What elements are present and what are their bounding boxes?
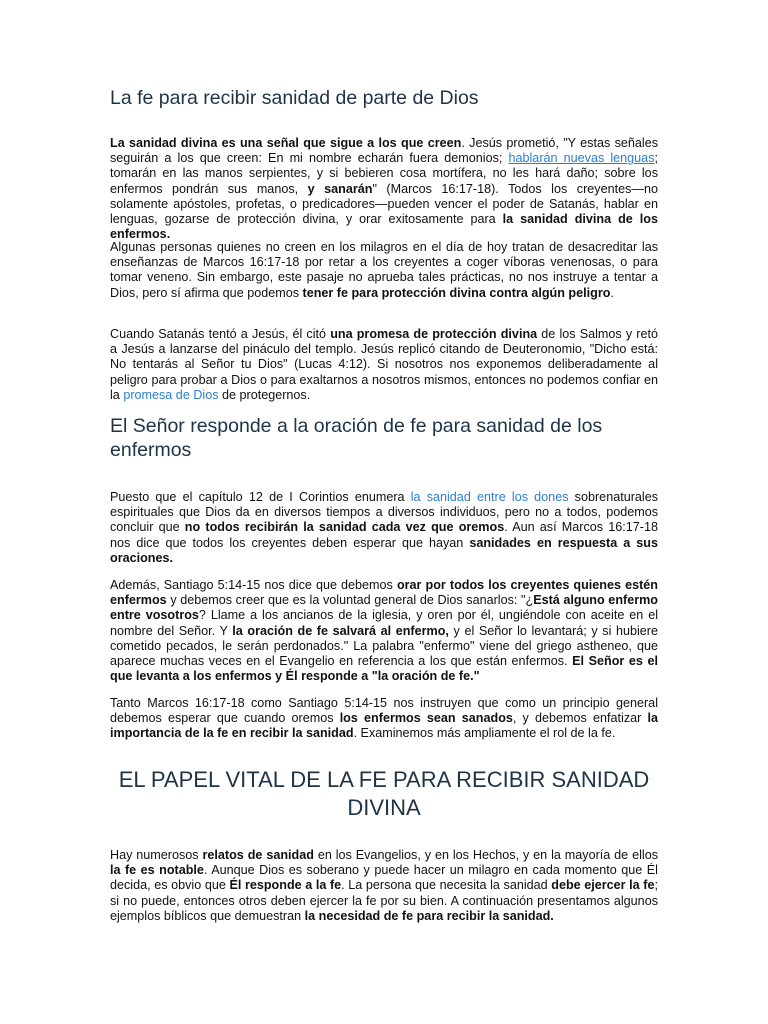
bold-text: la sanidad divina de los enfermos. (110, 212, 658, 242)
text: . Examinemos más ampliamente el rol de la fe. (353, 726, 616, 741)
heading-senor-responde: El Señor responde a la oración de fe para sanidad de los enfermos (110, 415, 603, 461)
bold-text: Él responde a la fe (229, 878, 342, 893)
bold-text: y sanarán (298, 181, 373, 196)
text: . Aun así Marcos 16:17-18 nos dice que todos los creyentes deben esperar que hayan (110, 520, 658, 550)
bold-text: la importancia de la fe en recibir la sanidad (110, 711, 658, 741)
paragraph-satanas-tento (110, 327, 658, 403)
bold-text: relatos de sanidad (202, 848, 314, 862)
text: de los Salmos y retó a Jesús a lanzarse del pináculo del templo. Jesús replicó citando de Deuteronomio, "Dicho está: No tentarás al Señor tu Dios" (Lucas 4:12). Si nosotros nos exponemos deliberadamente al peligro para probar a Dios o para exaltarnos a nosotros mismos, entonces no podemos confiar en la (110, 327, 658, 402)
text: , y debemos enfatizar (512, 711, 648, 726)
text: y debemos creer que es la voluntad general de Dios sanarlos: "¿ (166, 593, 534, 608)
text: Cuando Satanás tentó a Jesús, él citó (110, 327, 331, 341)
paragraph-tanto-marcos (110, 696, 658, 742)
bold-text: la necesidad de fe para recibir la sanidad. (304, 908, 554, 923)
text: . Jesús prometió, "Y estas señales seguirán a los que creen: En mi nombre echarán fuera demonios; (110, 136, 658, 166)
heading-sanidad-fe: La fe para recibir sanidad de parte de Dios (110, 87, 479, 109)
link-sanidad-entre-los-dones[interactable]: la sanidad entre los dones (404, 490, 569, 504)
bold-text: no todos recibirán la sanidad cada vez que oremos (184, 520, 505, 535)
paragraph-algunas-personas (110, 240, 658, 301)
text: " (Marcos 16:17-18). Todos los creyentes—no solamente apóstoles, profetas, o predicadores—pueden vencer el poder de Satanás, hablar en lenguas, gozarse de protección divina, y orar exitosamente para (110, 181, 658, 227)
heading-papel-vital: EL PAPEL VITAL DE LA FE PARA RECIBIR SANIDAD DIVINA (118, 767, 650, 820)
text: y el Señor lo levantará; y si hubiere cometido pecados, le serán perdonados." La palabra "enfermo" viene del griego astheneo, que aparece muchas veces en el Evangelio en referencia a los que están enfermos. (110, 623, 659, 669)
text: Tanto Marcos 16:17-18 como Santiago 5:14-15 nos instruyen que como un principio general debemos esperar que cuando oremos (110, 696, 658, 726)
bold-text: una promesa de protección divina (330, 327, 538, 341)
link-hablaran-nuevas-lenguas[interactable]: hablarán nuevas lenguas (508, 151, 655, 166)
bold-text: sanidades en respuesta a sus oraciones. (110, 535, 658, 565)
bold-text: El Señor es el que levanta a los enfermos y Él responde a "la oración de fe." (110, 654, 658, 684)
text: Además, Santiago 5:14-15 nos dice que debemos (110, 578, 397, 592)
text: ? Llame a los ancianos de la iglesia, y oren por él, ungiéndole con aceite en el nombre del Señor. Y (110, 608, 659, 638)
bold-text: orar por todos los creyentes quienes estén enfermos (110, 578, 658, 608)
text: . (610, 285, 614, 300)
link-promesa-de-dios[interactable]: promesa de Dios (123, 387, 219, 402)
text: sobrenaturales espirituales que Dios da en diversos tiempos a diversos individuos, pero no a todos, podemos concluir que (110, 490, 658, 535)
text: ; si no puede, entonces otros deben ejercer la fe por su bien. A continuación presentamos algunos ejemplos bíblicos que demuestran (110, 878, 658, 923)
bold-text: los enfermos sean sanados (339, 711, 513, 726)
paragraph-corintios (110, 490, 658, 566)
text: Hay numerosos (110, 848, 203, 862)
text: Algunas personas quienes no creen en los milagros en el día de hoy tratan de desacreditar las enseñanzas de Marcos 16:17-18 por retar a los creyentes a coger víboras venenosas, o para tomar veneno. Sin embargo, este pasaje no aprueba tales prácticas, no nos instruye a tentar a Dios, pero sí afirma que podemos (110, 240, 658, 300)
text: . La persona que necesita la sanidad (341, 878, 552, 893)
bold-text: tener fe para protección divina contra algún peligro (302, 285, 611, 300)
text: Puesto que el capítulo 12 de I Corintios enumera (110, 490, 405, 504)
text: en los Evangelios, y en los Hechos, y en la mayoría de ellos (313, 848, 658, 862)
bold-text: Está alguno enfermo entre vosotros (110, 593, 658, 623)
bold-text: la fe es notable (110, 863, 204, 878)
bold-text: la oración de fe salvará al enfermo, (232, 623, 449, 638)
bold-text: debe ejercer la fe (551, 878, 655, 893)
paragraph-senal (110, 136, 658, 242)
text: de protegernos. (218, 387, 311, 402)
text: ; tomarán en las manos serpientes, y si bebieren cosa mortífera, no les hará daño; sobre los enfermos pondrán sus manos, (110, 151, 658, 196)
paragraph-relatos (110, 848, 658, 924)
paragraph-santiago (110, 578, 658, 684)
bold-text: La sanidad divina es una señal que sigue a los que creen (110, 136, 462, 150)
text: . Aunque Dios es soberano y puede hacer un milagro en cada momento que Él decida, es obvio que (110, 863, 658, 893)
